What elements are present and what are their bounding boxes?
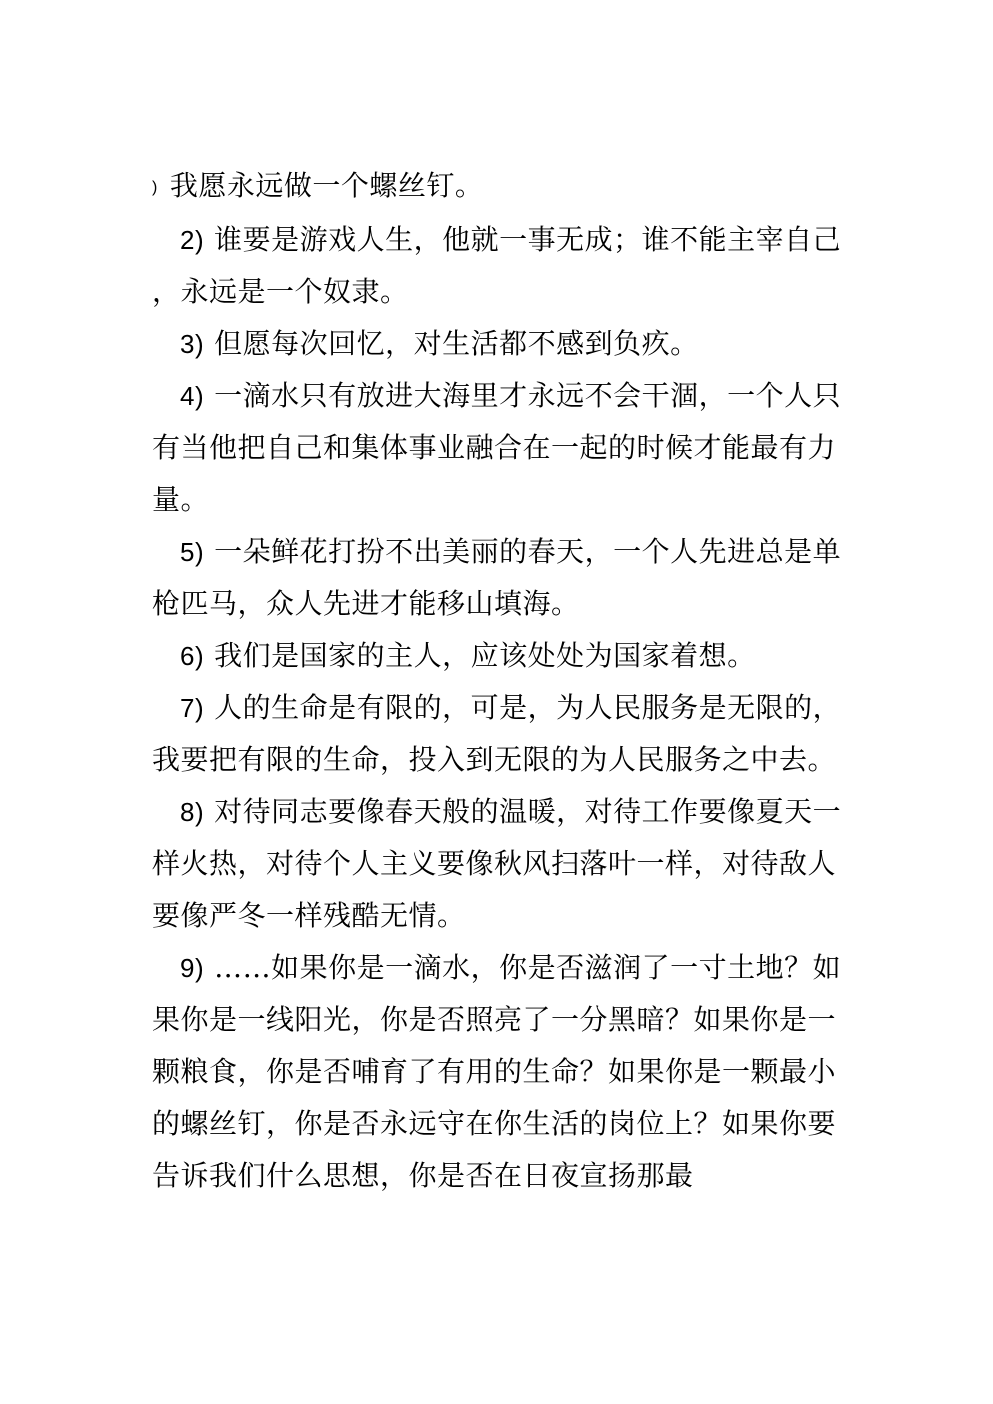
- paragraph-text: 我们是国家的主人，应该处处为国家着想。: [214, 638, 756, 672]
- document-body: [152, 160, 842, 1202]
- paragraph-text: ……如果你是一滴水，你是否滋润了一寸土地？如果你是一线阳光，你是否照亮了一分黑暗？如果你是一颗粮食，你是否哺育了有用的生命？如果你是一颗最小的螺丝钉，你是否永远守在你生活的岗位上？如果你要告诉我们什么思想，你是否在日夜宣扬那最: [152, 950, 842, 1192]
- paragraph-number: 6): [180, 640, 205, 671]
- paragraph-number: 3): [180, 328, 205, 359]
- paragraph-text: 一滴水只有放进大海里才永远不会干涸，一个人只有当他把自己和集体事业融合在一起的时候才能最有力量。: [152, 378, 842, 516]
- paragraph-3: [152, 318, 842, 370]
- paragraph-2: [152, 214, 842, 318]
- paragraph-text: 人的生命是有限的，可是，为人民服务是无限的，我要把有限的生命，投入到无限的为人民服务之中去。: [152, 690, 842, 776]
- paragraph-text: 一朵鲜花打扮不出美丽的春天，一个人先进总是单枪匹马，众人先进才能移山填海。: [152, 534, 842, 620]
- paragraph-8: [152, 786, 842, 942]
- paragraph-7: [152, 682, 842, 786]
- paragraph-number: 2): [180, 224, 205, 255]
- paragraph-number: 5): [180, 536, 205, 567]
- paragraph-number: 4): [180, 380, 205, 411]
- paragraph-4: [152, 370, 842, 526]
- paragraph-number: 9): [180, 952, 205, 983]
- paragraph-5: [152, 526, 842, 630]
- paragraph-number: ): [152, 178, 158, 196]
- paragraph-6: [152, 630, 842, 682]
- paragraph-9: [152, 942, 842, 1202]
- paragraph-text: 但愿每次回忆，对生活都不感到负疚。: [214, 326, 699, 360]
- paragraph-1: [152, 160, 842, 214]
- paragraph-number: 8): [180, 796, 205, 827]
- paragraph-text: 我愿永远做一个螺丝钉。: [169, 169, 484, 202]
- paragraph-number: 7): [180, 692, 205, 723]
- paragraph-text: 对待同志要像春天般的温暖，对待工作要像夏天一样火热，对待个人主义要像秋风扫落叶一样，对待敌人要像严冬一样残酷无情。: [152, 794, 842, 932]
- paragraph-text: 谁要是游戏人生，他就一事无成；谁不能主宰自己，永远是一个奴隶。: [152, 222, 842, 308]
